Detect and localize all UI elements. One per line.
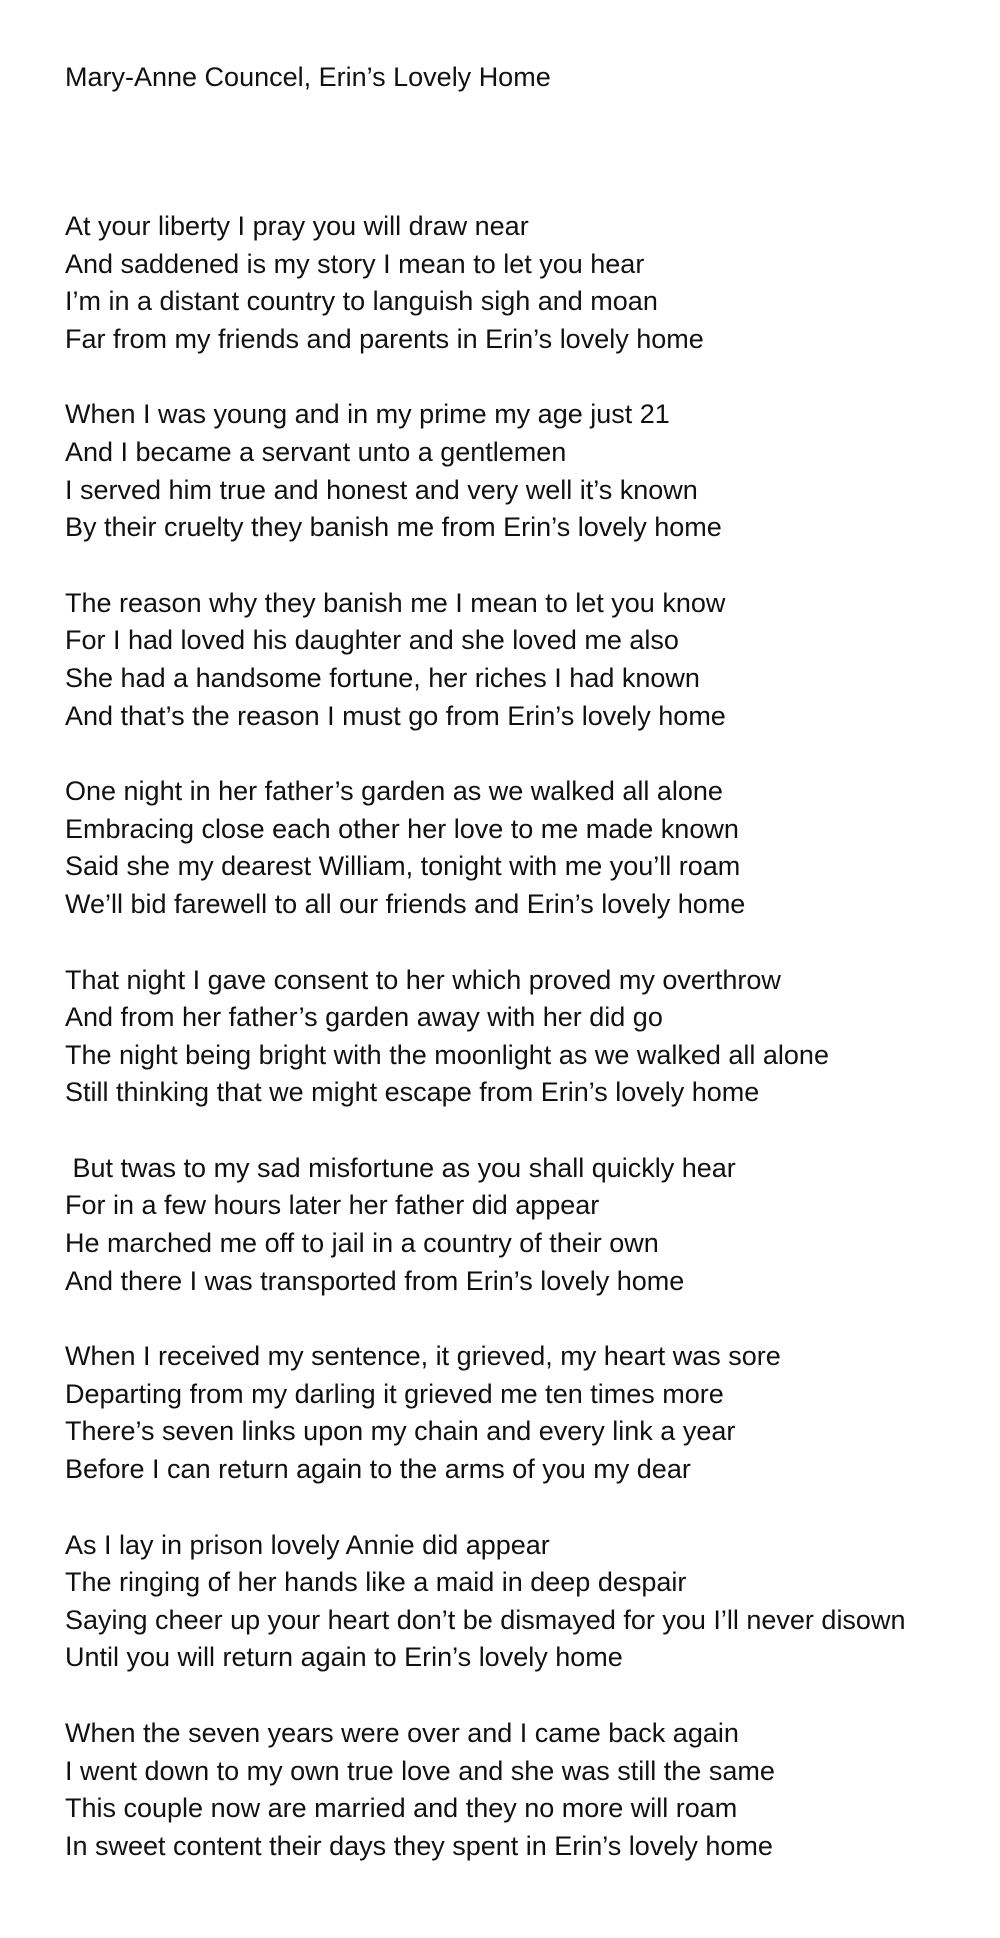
lyric-line: Said she my dearest William, tonight with me you’ll roam: [65, 851, 741, 882]
lyric-line: The night being bright with the moonlight as we walked all alone: [65, 1039, 829, 1070]
lyric-line: The reason why they banish me I mean to let you know: [65, 587, 726, 618]
verse-2: [65, 396, 985, 546]
lyric-line: Until you will return again to Erin’s lovely home: [65, 1642, 623, 1673]
lyric-line: That night I gave consent to her which proved my overthrow: [65, 964, 781, 995]
lyric-line: When I received my sentence, it grieved, my heart was sore: [65, 1341, 781, 1372]
lyric-line: At your liberty I pray you will draw near: [65, 211, 529, 241]
lyric-line: When I was young and in my prime my age just 21: [65, 399, 670, 430]
lyric-line: And from her father’s garden away with her did go: [65, 1002, 663, 1033]
verse-6: [65, 1150, 985, 1300]
verse-7: [65, 1338, 985, 1488]
verse-3: [65, 585, 985, 735]
lyric-line: Before I can return again to the arms of you my dear: [65, 1454, 691, 1485]
lyric-line: Embracing close each other her love to me made known: [65, 813, 739, 844]
lyric-line: In sweet content their days they spent in Erin’s lovely home: [65, 1830, 773, 1861]
lyric-line: By their cruelty they banish me from Erin’s lovely home: [65, 512, 722, 543]
verse-9: [65, 1715, 985, 1865]
lyric-line: Far from my friends and parents in Erin’s lovely home: [65, 323, 704, 354]
lyric-line: I went down to my own true love and she was still the same: [65, 1755, 775, 1786]
lyric-line: The ringing of her hands like a maid in deep despair: [65, 1567, 687, 1598]
verse-1: [65, 208, 985, 358]
song-lyrics: [65, 208, 985, 1903]
lyric-line: And that’s the reason I must go from Erin’s lovely home: [65, 700, 726, 731]
lyric-line: There’s seven links upon my chain and every link a year: [65, 1416, 736, 1447]
lyric-line: When the seven years were over and I came back again: [65, 1718, 739, 1748]
lyric-line: But twas to my sad misfortune as you shall quickly hear: [65, 1152, 736, 1183]
lyric-line: As I lay in prison lovely Annie did appear: [65, 1529, 550, 1560]
lyric-line: For I had loved his daughter and she loved me also: [65, 625, 679, 656]
verse-8: [65, 1527, 985, 1677]
document-title: Mary-Anne Councel, Erin’s Lovely Home: [65, 62, 551, 92]
lyric-line: And there I was transported from Erin’s lovely home: [65, 1265, 685, 1296]
verse-5: [65, 962, 985, 1112]
lyric-line: And saddened is my story I mean to let you hear: [65, 248, 645, 279]
lyric-line: And I became a servant unto a gentlemen: [65, 436, 567, 467]
lyric-line: I’m in a distant country to languish sigh and moan: [65, 286, 658, 317]
lyric-line: He marched me off to jail in a country of their own: [65, 1228, 659, 1259]
lyric-line: We’ll bid farewell to all our friends and Erin’s lovely home: [65, 888, 746, 919]
lyric-line: This couple now are married and they no more will roam: [65, 1793, 738, 1824]
lyric-line: Saying cheer up your heart don’t be dismayed for you I’ll never disown: [65, 1604, 906, 1635]
lyric-line: For in a few hours later her father did appear: [65, 1190, 600, 1221]
lyric-line: Departing from my darling it grieved me ten times more: [65, 1378, 724, 1409]
lyric-line: I served him true and honest and very well it’s known: [65, 474, 698, 505]
lyric-line: She had a handsome fortune, her riches I had known: [65, 662, 700, 693]
verse-4: [65, 773, 985, 923]
lyric-line: Still thinking that we might escape from Erin’s lovely home: [65, 1077, 760, 1108]
lyric-line: One night in her father’s garden as we walked all alone: [65, 776, 723, 807]
